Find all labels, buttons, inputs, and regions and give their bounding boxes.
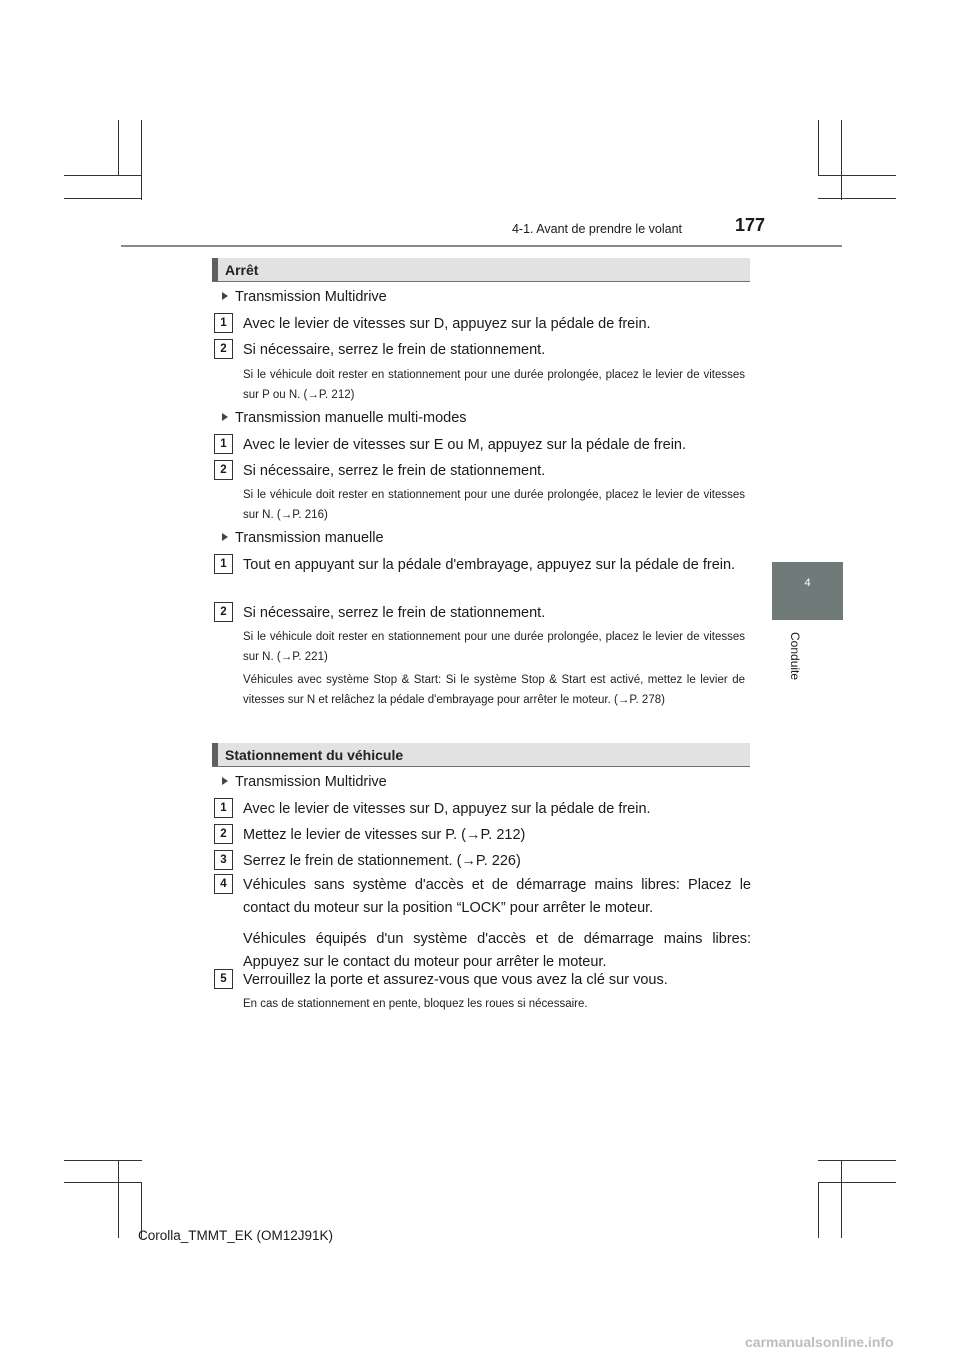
crop-mark [118,120,119,176]
crop-mark [64,198,142,199]
triangle-bullet-icon [222,292,228,300]
step-number: 1 [214,313,233,333]
subheading-text: Transmission manuelle [235,530,384,546]
note: En cas de stationnement en pente, bloquez les roues si nécessaire. [243,998,588,1010]
step [214,969,751,992]
step-text: Serrez le frein de stationnement. (→P. 226) [243,853,521,869]
step-number: 1 [214,434,233,454]
step-text: Tout en appuyant sur la pédale d'embrayage, appuyez sur la pédale de frein. [243,557,736,573]
step-number: 5 [214,969,233,989]
subheading-multidrive [222,774,762,790]
step-text: Véhicules équipés d'un système d'accès et de démarrage mains libres: Appuyez sur le contact du moteur pour arrêter le moteur. [243,931,751,970]
crop-mark [818,1182,896,1183]
step-number: 1 [214,554,233,574]
crop-mark [64,175,142,176]
step-text: Verrouillez la porte et assurez-vous que vous avez la clé sur vous. [243,972,668,988]
page-number: 177 [735,215,766,235]
section-title: Arrêt [225,262,259,278]
subheading-text: Transmission manuelle multi-modes [235,410,467,426]
step-text: Mettez le levier de vitesses sur P. (→P. 212) [243,827,526,843]
note: Si le véhicule doit rester en stationnement pour une durée prolongée, placez le levier de vitesses sur P ou N. (→P. 212) [243,369,745,401]
chapter-tab [772,562,843,620]
triangle-bullet-icon [222,533,228,541]
section-header-arret [212,258,750,282]
step [214,339,751,362]
step-text: Avec le levier de vitesses sur D, appuyez sur la pédale de frein. [243,801,651,817]
step-text: Véhicules sans système d'accès et de démarrage mains libres: Placez le contact du moteur sur la position “LOCK” pour arrêter le moteur. [243,877,751,916]
step-number: 2 [214,824,233,844]
subheading-text: Transmission Multidrive [235,289,387,305]
note: Si le véhicule doit rester en stationnement pour une durée prolongée, placez le levier de vitesses sur N. (→P. 216) [243,489,745,521]
chapter-tab-number: 4 [804,577,811,589]
subheading-multimode [222,410,762,426]
crop-mark [818,120,819,176]
step-number: 2 [214,460,233,480]
step [214,313,751,336]
chapter-title: 4-1. Avant de prendre le volant [511,222,682,236]
chapter-tab-label: Conduite [788,632,802,681]
crop-mark [841,120,842,200]
step-number: 4 [214,874,233,894]
watermark: carmanualsonline.info [745,1334,894,1350]
step-number: 2 [214,602,233,622]
step [214,602,751,625]
subheading-manual [222,530,762,546]
crop-mark [818,1160,896,1161]
subheading-text: Transmission Multidrive [235,774,387,790]
step-text: Si nécessaire, serrez le frein de stationnement. [243,605,546,621]
crop-mark [818,198,896,199]
crop-mark [818,1182,819,1238]
crop-mark [64,1160,142,1161]
crop-mark [64,1182,142,1183]
step [214,434,751,457]
crop-mark [118,1160,119,1238]
step-text: Avec le levier de vitesses sur D, appuyez sur la pédale de frein. [243,316,651,332]
crop-mark [818,175,896,176]
note: Si le véhicule doit rester en stationnement pour une durée prolongée, placez le levier de vitesses sur N. (→P. 221) [243,631,745,663]
step-number: 3 [214,850,233,870]
subheading-multidrive [222,289,762,305]
triangle-bullet-icon [222,777,228,785]
step [214,874,751,974]
step-text: Si nécessaire, serrez le frein de stationnement. [243,342,546,358]
step [214,824,751,847]
section-header-stationnement [212,743,750,767]
section-title: Stationnement du véhicule [225,747,404,763]
crop-mark [141,120,142,200]
step-text: Si nécessaire, serrez le frein de stationnement. [243,463,546,479]
step [214,554,751,577]
step-number: 2 [214,339,233,359]
step [214,798,751,821]
step-number: 1 [214,798,233,818]
crop-mark [841,1160,842,1238]
note: Véhicules avec système Stop & Start: Si le système Stop & Start est activé, mettez le levier de vitesses sur N et relâchez la pédale d'embrayage pour arrêter le moteur. (→P. 278) [243,674,745,706]
step-text: Avec le levier de vitesses sur E ou M, appuyez sur la pédale de frein. [243,437,687,453]
document-code: Corolla_TMMT_EK (OM12J91K) [138,1228,334,1243]
header-rule [121,245,842,247]
step [214,460,751,483]
triangle-bullet-icon [222,413,228,421]
step [214,850,751,873]
